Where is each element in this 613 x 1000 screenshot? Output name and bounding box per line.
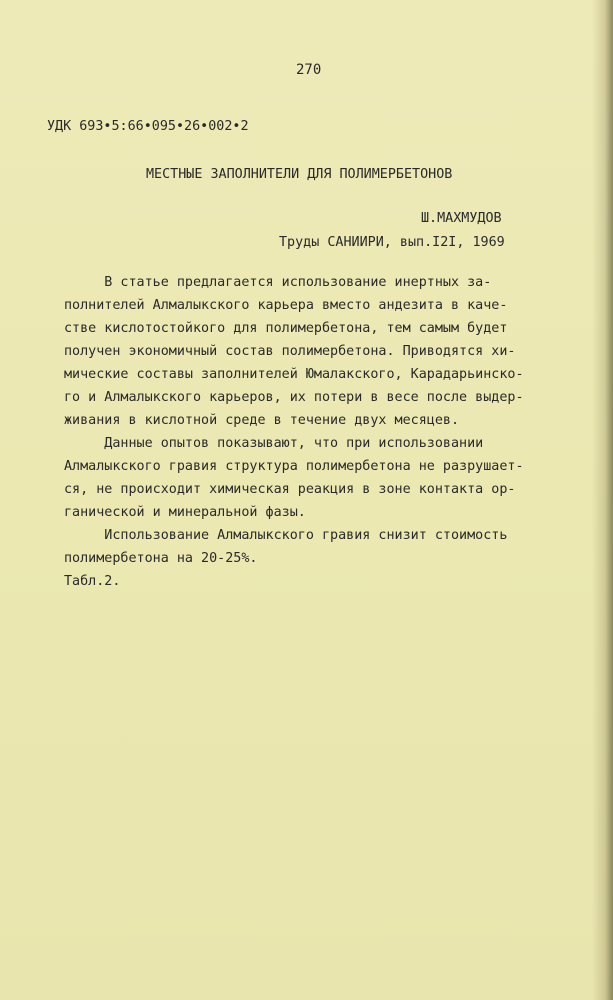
publication-source: Труды САНИИРИ, вып.I2I, 1969 (279, 235, 505, 250)
body-line: го и Алмалыкского карьеров, их потери в весе после выдер- (64, 390, 524, 405)
body-line: Использование Алмалыкского гравия снизит стоимость (64, 528, 508, 543)
table-reference: Табл.2. (64, 574, 121, 589)
body-line: В статье предлагается использование инертных за- (64, 275, 492, 290)
body-line: ганической и минеральной фазы. (64, 505, 306, 520)
body-line: получен экономичный состав полимербетона. Приводятся хи- (64, 344, 516, 359)
body-line: стве кислотостойкого для полимербетона, тем самым будет (64, 321, 508, 336)
body-line: Алмалыкского гравия структура полимербетона не разрушает- (64, 459, 524, 474)
page-number: 270 (296, 62, 322, 78)
author-name: Ш.МАХМУДОВ (421, 211, 502, 226)
udk-code: УДК 693•5:66•095•26•002•2 (47, 119, 249, 134)
body-line: живания в кислотной среде в течение двух месяцев. (64, 413, 460, 428)
article-title: МЕСТНЫЕ ЗАПОЛНИТЕЛИ ДЛЯ ПОЛИМЕРБЕТОНОВ (146, 167, 453, 182)
body-line: мические составы заполнителей Юмалакского, Карадарьинско- (64, 367, 524, 382)
body-line: полимербетона на 20-25%. (64, 551, 258, 566)
body-line: ся, не происходит химическая реакция в зоне контакта ор- (64, 482, 516, 497)
body-line: полнителей Алмалыкского карьера вместо андезита в каче- (64, 298, 508, 313)
body-line: Данные опытов показывают, что при использовании (64, 436, 484, 451)
